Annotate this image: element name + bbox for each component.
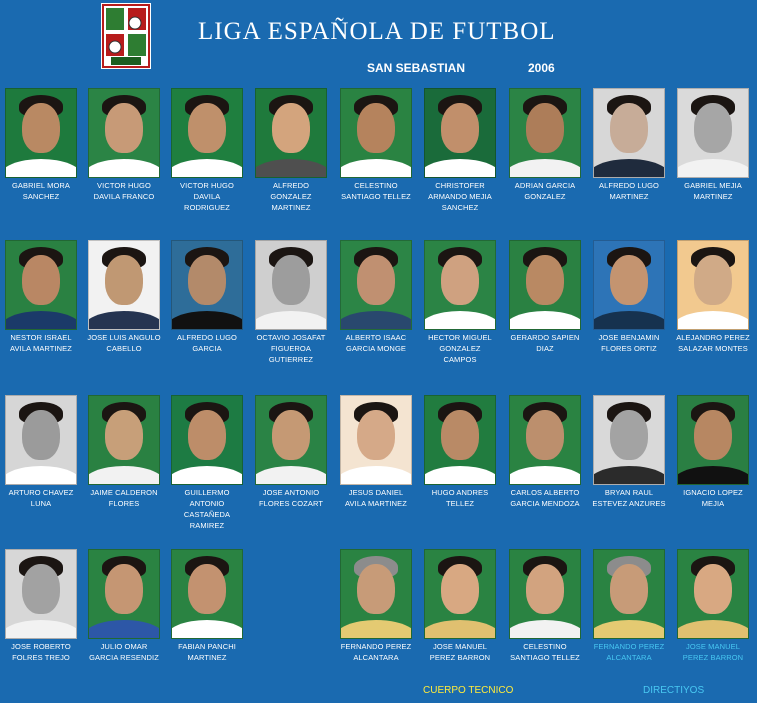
shirt: [677, 620, 749, 639]
shirt: [171, 159, 243, 178]
year-label: 2006: [528, 61, 555, 75]
player-name: BRYAN RAUL ESTEVEZ ANZURES: [592, 488, 666, 508]
shirt: [5, 311, 77, 330]
director-name: FERNANDO PEREZ ALCANTARA: [593, 642, 665, 662]
player-photo: [88, 549, 160, 639]
player-name: IGNACIO LOPEZ MEJIA: [683, 488, 743, 508]
player-card: [170, 88, 244, 213]
shirt: [424, 620, 496, 639]
player-photo: [171, 549, 243, 639]
staff-photo: [340, 549, 412, 639]
player-card: [254, 240, 328, 365]
player-photo: [424, 395, 496, 485]
player-name: FABIAN PANCHI MARTINEZ: [178, 642, 236, 662]
player-photo: [677, 240, 749, 330]
player-name: ADRIAN GARCIA GONZALEZ: [514, 181, 576, 201]
player-card: [170, 549, 244, 663]
player-name: GUILLERMO ANTONIO CASTAÑEDA RAMIREZ: [183, 488, 231, 530]
player-card: [4, 88, 78, 202]
player-name: ALEJANDRO PEREZ SALAZAR MONTES: [676, 333, 750, 353]
staff-name: JOSE MANUEL PEREZ BARRON: [429, 642, 491, 662]
player-photo: [171, 395, 243, 485]
player-name: ALFREDO GONZALEZ MARTINEZ: [270, 181, 312, 212]
shirt: [255, 159, 327, 178]
shirt: [171, 620, 243, 639]
shirt: [677, 159, 749, 178]
face: [441, 103, 479, 153]
player-name: ALFREDO LUGO MARTINEZ: [599, 181, 659, 201]
player-name: JOSE LUIS ANGULO CABELLO: [87, 333, 161, 353]
face: [441, 255, 479, 305]
face: [694, 255, 732, 305]
staff-name: FERNANDO PEREZ ALCANTARA: [340, 642, 412, 662]
director-name: JOSE MANUEL PEREZ BARRON: [682, 642, 744, 662]
face: [610, 410, 648, 460]
cuerpo-tecnico-label: CUERPO TECNICO: [423, 685, 514, 696]
staff-photo: [509, 549, 581, 639]
player-card: [508, 395, 582, 509]
player-card: [592, 88, 666, 202]
shirt: [5, 466, 77, 485]
player-photo: [593, 88, 665, 178]
player-card: [4, 395, 78, 509]
shirt: [509, 159, 581, 178]
face: [105, 564, 143, 614]
player-photo: [255, 88, 327, 178]
director-card: [592, 549, 666, 663]
player-card: [508, 240, 582, 354]
player-name: JOSE BENJAMIN FLORES ORTIZ: [598, 333, 660, 353]
player-photo: [88, 88, 160, 178]
player-card: [87, 395, 161, 509]
shirt: [5, 159, 77, 178]
player-name: GABRIEL MEJIA MARTINEZ: [684, 181, 742, 201]
player-photo: [88, 395, 160, 485]
player-photo: [255, 240, 327, 330]
player-photo: [509, 240, 581, 330]
face: [526, 255, 564, 305]
shirt: [88, 620, 160, 639]
face: [441, 410, 479, 460]
shirt: [509, 620, 581, 639]
player-card: [423, 88, 497, 213]
player-photo: [5, 240, 77, 330]
player-name: GERARDO SAPIEN DIAZ: [510, 333, 580, 353]
player-photo: [593, 395, 665, 485]
face: [526, 103, 564, 153]
city-label: SAN SEBASTIAN: [367, 61, 466, 75]
player-name: VICTOR HUGO DAVILA FRANCO: [93, 181, 155, 201]
shirt: [677, 311, 749, 330]
shirt: [340, 159, 412, 178]
face: [357, 410, 395, 460]
player-photo: [340, 240, 412, 330]
player-name: OCTAVIO JOSAFAT FIGUEROA GUTIERREZ: [256, 333, 326, 364]
shirt: [255, 311, 327, 330]
player-photo: [5, 88, 77, 178]
shirt: [171, 466, 243, 485]
shirt: [593, 466, 665, 485]
player-card: [254, 88, 328, 213]
shirt: [593, 620, 665, 639]
player-name: VICTOR HUGO DAVILA RODRIGUEZ: [180, 181, 234, 212]
player-card: [339, 395, 413, 509]
staff-photo: [424, 549, 496, 639]
player-photo: [509, 88, 581, 178]
face: [441, 564, 479, 614]
player-photo: [340, 88, 412, 178]
player-photo: [677, 395, 749, 485]
shirt: [5, 620, 77, 639]
player-name: CARLOS ALBERTO GARCIA MENDOZA: [510, 488, 580, 508]
face: [694, 103, 732, 153]
face: [610, 564, 648, 614]
player-card: [676, 240, 750, 354]
player-photo: [340, 395, 412, 485]
shirt: [424, 466, 496, 485]
player-card: [4, 549, 78, 663]
face: [22, 564, 60, 614]
director-card: [676, 549, 750, 663]
player-photo: [593, 240, 665, 330]
player-card: [87, 88, 161, 202]
face: [188, 564, 226, 614]
shirt: [509, 466, 581, 485]
player-card: [508, 88, 582, 202]
face: [188, 103, 226, 153]
face: [357, 103, 395, 153]
player-photo: [677, 88, 749, 178]
player-name: JAIME CALDERON FLORES: [90, 488, 158, 508]
player-photo: [88, 240, 160, 330]
directivos-label: DIRECTIYOS: [643, 685, 705, 696]
staff-name: CELESTINO SANTIAGO TELLEZ: [510, 642, 580, 662]
player-card: [339, 240, 413, 354]
face: [105, 410, 143, 460]
face: [105, 255, 143, 305]
player-photo: [5, 395, 77, 485]
player-photo: [171, 88, 243, 178]
player-card: [676, 395, 750, 509]
face: [610, 255, 648, 305]
player-card: [87, 549, 161, 663]
player-photo: [5, 549, 77, 639]
shirt: [340, 620, 412, 639]
player-name: JESUS DANIEL AVILA MARTINEZ: [345, 488, 407, 508]
staff-card: [508, 549, 582, 663]
face: [694, 410, 732, 460]
shirt: [593, 159, 665, 178]
player-photo: [424, 240, 496, 330]
player-name: CHRISTOFER ARMANDO MEJIA SANCHEZ: [428, 181, 492, 212]
face: [272, 255, 310, 305]
player-name: HECTOR MIGUEL GONZALEZ CAMPOS: [428, 333, 492, 364]
shirt: [255, 466, 327, 485]
director-photo: [593, 549, 665, 639]
shirt: [424, 311, 496, 330]
player-name: NESTOR ISRAEL AVILA MARTINEZ: [10, 333, 72, 353]
face: [526, 564, 564, 614]
shirt: [88, 159, 160, 178]
player-name: ALBERTO ISAAC GARCIA MONGE: [345, 333, 407, 353]
page-title: LIGA ESPAÑOLA DE FUTBOL: [198, 18, 556, 45]
player-name: ARTURO CHAVEZ LUNA: [8, 488, 74, 508]
shirt: [171, 311, 243, 330]
face: [22, 103, 60, 153]
face: [22, 255, 60, 305]
face: [694, 564, 732, 614]
shirt: [88, 311, 160, 330]
player-card: [676, 88, 750, 202]
player-photo: [509, 395, 581, 485]
face: [188, 410, 226, 460]
staff-card: [423, 549, 497, 663]
player-card: [592, 240, 666, 354]
player-card: [254, 395, 328, 509]
director-photo: [677, 549, 749, 639]
player-card: [170, 240, 244, 354]
staff-card: [339, 549, 413, 663]
face: [357, 564, 395, 614]
shirt: [340, 311, 412, 330]
player-card: [339, 88, 413, 202]
player-card: [423, 240, 497, 365]
shirt: [677, 466, 749, 485]
face: [188, 255, 226, 305]
face: [272, 103, 310, 153]
player-name: JULIO OMAR GARCIA RESENDIZ: [89, 642, 159, 662]
face: [357, 255, 395, 305]
player-name: HUGO ANDRES TELLEZ: [431, 488, 489, 508]
player-card: [423, 395, 497, 509]
face: [526, 410, 564, 460]
player-name: ALFREDO LUGO GARCIA: [177, 333, 237, 353]
face: [610, 103, 648, 153]
player-photo: [171, 240, 243, 330]
player-card: [170, 395, 244, 531]
player-card: [87, 240, 161, 354]
player-photo: [255, 395, 327, 485]
face: [272, 410, 310, 460]
shirt: [509, 311, 581, 330]
player-card: [4, 240, 78, 354]
shirt: [88, 466, 160, 485]
player-name: JOSE ANTONIO FLORES COZART: [258, 488, 324, 508]
player-card: [592, 395, 666, 509]
shirt: [340, 466, 412, 485]
player-name: GABRIEL MORA SANCHEZ: [11, 181, 71, 201]
shirt: [593, 311, 665, 330]
player-name: CELESTINO SANTIAGO TELLEZ: [341, 181, 411, 201]
player-photo: [424, 88, 496, 178]
face: [105, 103, 143, 153]
mexico-crest-logo: [101, 3, 151, 69]
player-name: JOSE ROBERTO FOLRES TREJO: [11, 642, 71, 662]
face: [22, 410, 60, 460]
shirt: [424, 159, 496, 178]
